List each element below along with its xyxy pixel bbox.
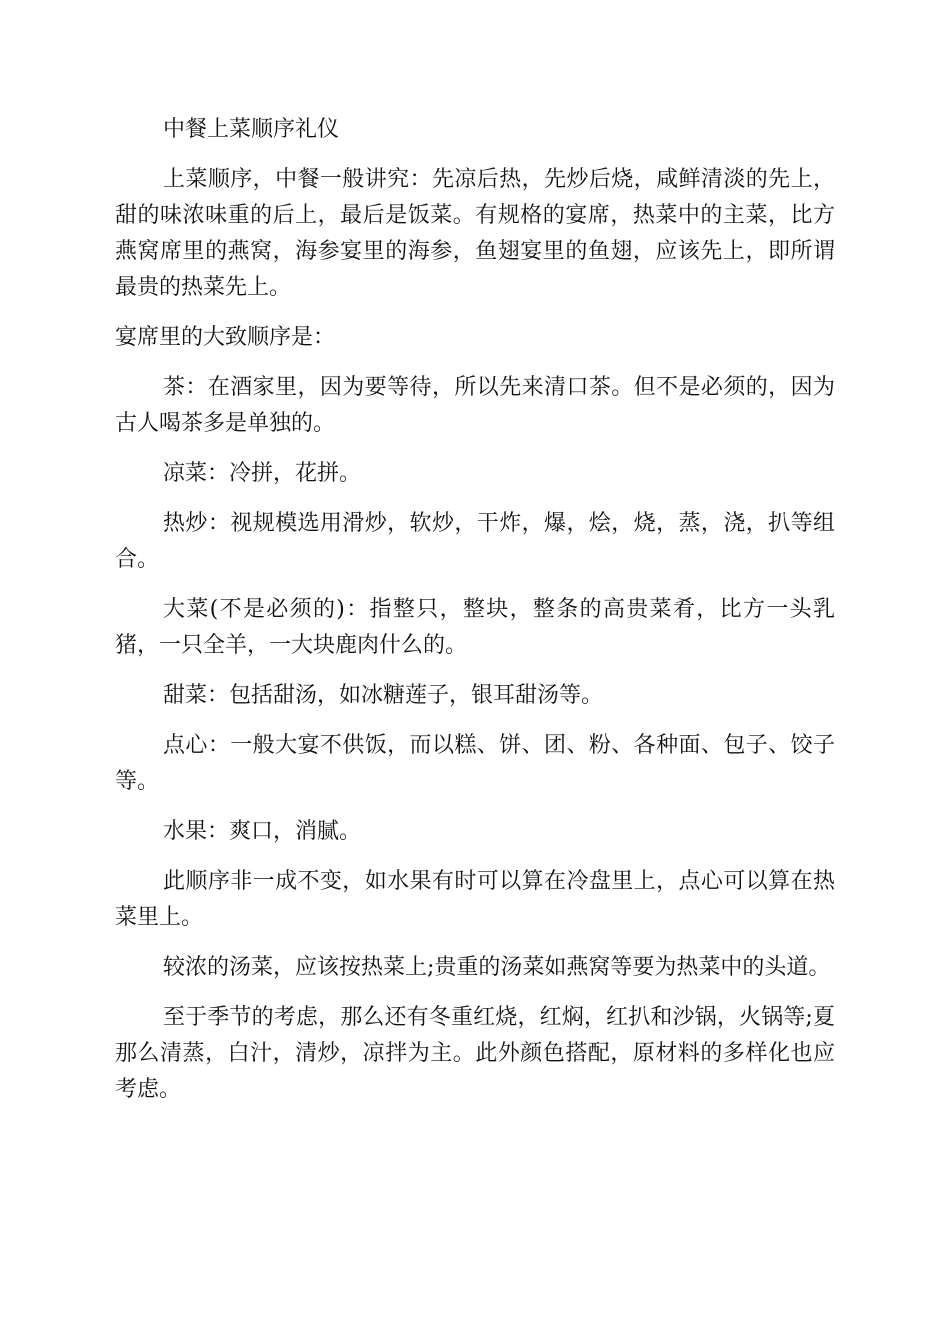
document-title: 中餐上菜顺序礼仪: [163, 117, 340, 142]
paragraph-tea: 茶：在酒家里，因为要等待，所以先来清口茶。但不是必须的，因为古人喝茶多是单独的。: [115, 375, 835, 436]
paragraph-main-course: 大菜(不是必须的)：指整只，整块，整条的高贵菜肴，比方一头乳猪，一只全羊，一大块鹿肉什么的。: [115, 597, 835, 658]
paragraph-cold-dishes: 凉菜：冷拼，花拼。: [163, 461, 362, 486]
paragraph-banquet-order-intro: 宴席里的大致顺序是：: [115, 325, 336, 350]
paragraph-dim-sum: 点心：一般大宴不供饭，而以糕、饼、团、粉、各种面、包子、饺子等。: [115, 733, 835, 794]
paragraph-hot-stir-fry: 热炒：视规模选用滑炒，软炒，干炸，爆，烩，烧，蒸，浇，扒等组合。: [115, 511, 835, 572]
paragraph-serving-order: 上菜顺序，中餐一般讲究：先凉后热，先炒后烧，咸鲜清淡的先上，甜的味浓味重的后上，最后是饭菜。有规格的宴席，热菜中的主菜，比方燕窝席里的燕窝，海参宴里的海参，鱼翅宴里的鱼翅，应该先上，即所谓最贵的热菜先上。: [115, 167, 835, 300]
paragraph-soup-dishes: 较浓的汤菜，应该按热菜上;贵重的汤菜如燕窝等要为热菜中的头道。: [163, 955, 831, 980]
paragraph-seasonal: 至于季节的考虑，那么还有冬重红烧，红焖，红扒和沙锅，火锅等;夏那么清蒸，白汁，清炒，凉拌为主。此外颜色搭配，原材料的多样化也应考虑。: [115, 1005, 835, 1102]
paragraph-fruit: 水果：爽口，消腻。: [163, 819, 362, 844]
paragraph-sweet-dishes: 甜菜：包括甜汤，如冰糖莲子，银耳甜汤等。: [163, 683, 604, 708]
document-body: [115, 112, 835, 1122]
paragraph-order-flexibility: 此顺序非一成不变，如水果有时可以算在冷盘里上，点心可以算在热菜里上。: [115, 869, 835, 930]
